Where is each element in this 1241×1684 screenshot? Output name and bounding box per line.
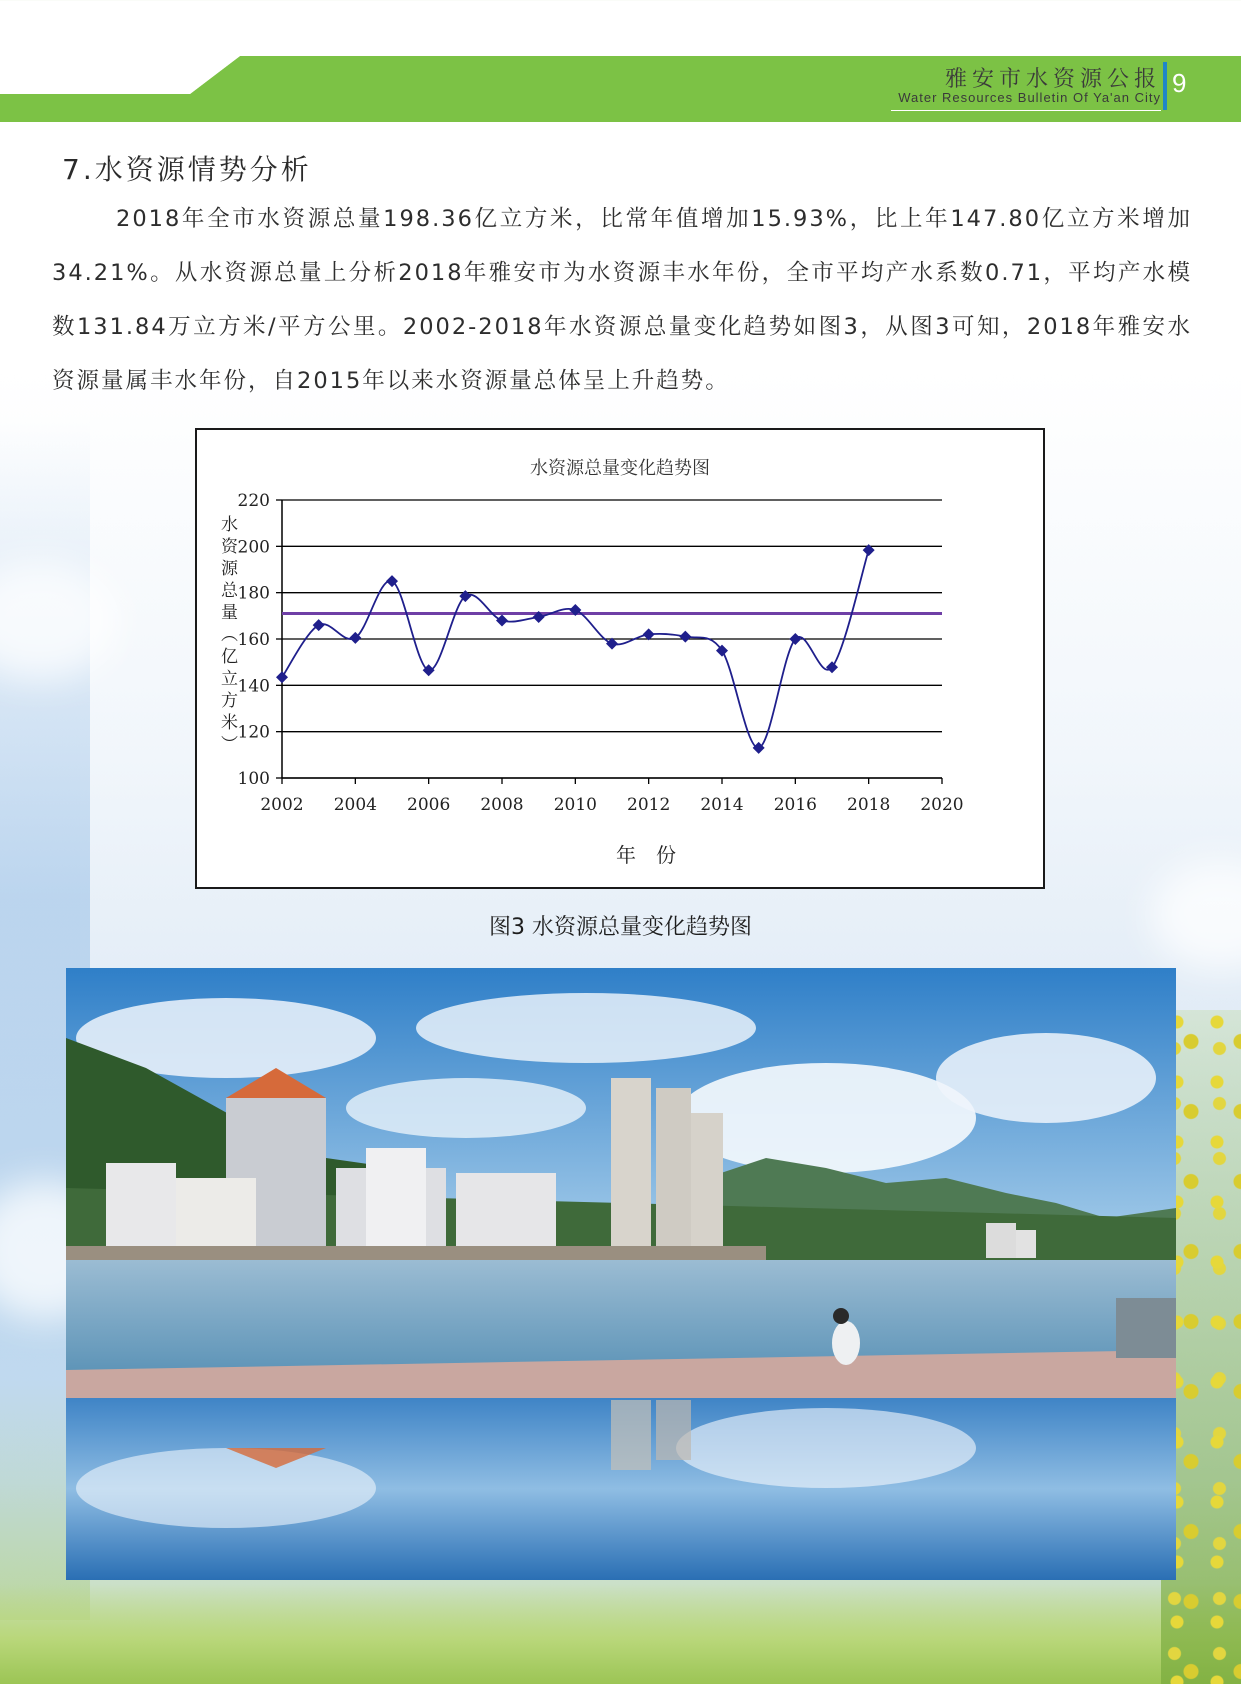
data-point [276,671,288,683]
data-point [789,633,801,645]
y-tick-label: 120 [237,722,270,743]
page-number: 9 [1172,68,1187,98]
x-tick-label: 2014 [700,795,744,815]
chart-frame [195,428,1045,889]
trend-chart [197,430,1043,887]
y-tick-label: 160 [237,630,270,650]
body-text [52,192,1192,408]
x-tick-label: 2018 [847,795,891,815]
x-tick-label: 2006 [407,795,451,815]
x-tick-label: 2016 [773,795,817,815]
x-axis-label: 年 份 [616,843,676,867]
x-tick-label: 2008 [480,795,524,815]
background-cloud [0,560,120,680]
bulletin-subtitle: Water Resources Bulletin Of Ya'an City [898,90,1161,105]
data-point [679,631,691,643]
analysis-paragraph: 2018年全市水资源总量198.36亿立方米，比常年值增加15.93%，比上年147.80亿立方米增加34.21%。从水资源总量上分析2018年雅安市为水资源丰水年份，全市平均产水系数0.71，平均产水模数131.84万立方米/平方公里。2002-2018年水资源总量变化趋势如图3，从图3可知，2018年雅安水资源量属丰水年份，自2015年以来水资源量总体呈上升趋势。 [52,206,1192,394]
y-tick-label: 220 [237,491,270,511]
chart-title: 水资源总量变化趋势图 [530,458,710,479]
x-tick-label: 2020 [920,795,964,815]
y-axis-label: 水资源总量︵亿立方米︶ [221,515,238,755]
x-tick-label: 2004 [333,795,377,815]
y-tick-label: 100 [237,769,270,789]
bulletin-title: 雅安市水资源公报 [944,67,1161,92]
figure-caption: 图3 水资源总量变化趋势图 [489,915,752,940]
page-number-bar [1163,62,1167,110]
data-point [826,661,838,673]
x-tick-label: 2002 [260,795,304,815]
x-tick-label: 2012 [627,795,671,815]
section-heading: 7.水资源情势分析 [62,153,312,186]
y-tick-label: 200 [237,537,270,558]
y-tick-label: 140 [237,676,270,697]
header-divider [891,110,1161,111]
background-grass [0,1584,1241,1684]
yaan-riverside-photo [66,968,1176,1580]
series-line [282,550,869,748]
y-tick-label: 180 [237,583,270,604]
data-point [496,614,508,626]
x-tick-label: 2010 [553,795,597,815]
